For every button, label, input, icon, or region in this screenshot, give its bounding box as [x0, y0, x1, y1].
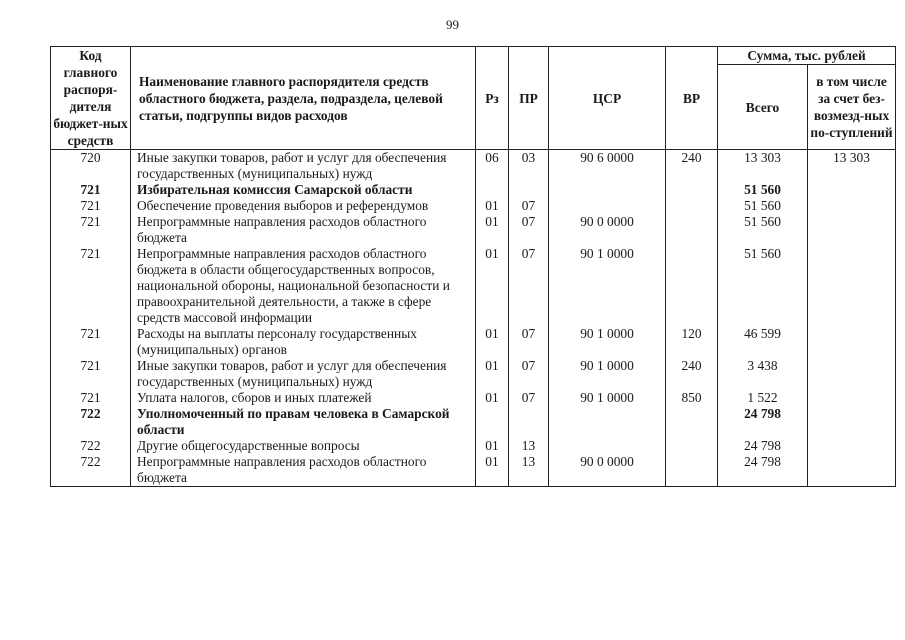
- cell-total: 13 303: [718, 150, 808, 183]
- table-body: [51, 150, 896, 487]
- cell-gratuitous: [808, 406, 896, 438]
- table-row: [51, 406, 896, 438]
- cell-pr: 03: [509, 150, 549, 183]
- cell-name: Иные закупки товаров, работ и услуг для обеспечения государственных (муниципальных) нужд: [131, 150, 476, 183]
- cell-rz: [476, 182, 509, 198]
- cell-pr: [509, 406, 549, 438]
- cell-csr: [549, 198, 666, 214]
- cell-rz: 06: [476, 150, 509, 183]
- cell-pr: 07: [509, 358, 549, 390]
- cell-vr: [666, 454, 718, 487]
- cell-rz: 01: [476, 438, 509, 454]
- cell-csr: 90 6 0000: [549, 150, 666, 183]
- cell-name: Уплата налогов, сборов и иных платежей: [131, 390, 476, 406]
- cell-code: 721: [51, 182, 131, 198]
- cell-vr: 240: [666, 358, 718, 390]
- cell-name: Расходы на выплаты персоналу государственных (муниципальных) органов: [131, 326, 476, 358]
- table-header: [51, 47, 896, 150]
- cell-name: Непрограммные направления расходов областного бюджета в области общегосударственных вопросов, национальной обороны, национальной безопасности и правоохранительной деятельности, а также в сфере средств массовой информации: [131, 246, 476, 326]
- cell-rz: 01: [476, 454, 509, 487]
- table-row: [51, 246, 896, 326]
- cell-csr: 90 1 0000: [549, 358, 666, 390]
- cell-gratuitous: [808, 182, 896, 198]
- cell-vr: [666, 182, 718, 198]
- cell-rz: 01: [476, 246, 509, 326]
- cell-name: Обеспечение проведения выборов и референдумов: [131, 198, 476, 214]
- table-row: [51, 198, 896, 214]
- cell-total: 51 560: [718, 246, 808, 326]
- cell-total: 51 560: [718, 198, 808, 214]
- cell-rz: 01: [476, 358, 509, 390]
- cell-rz: 01: [476, 214, 509, 246]
- cell-csr: 90 0 0000: [549, 454, 666, 487]
- cell-vr: 850: [666, 390, 718, 406]
- cell-gratuitous: [808, 214, 896, 246]
- cell-gratuitous: [808, 454, 896, 487]
- cell-total: 24 798: [718, 438, 808, 454]
- table-row: [51, 438, 896, 454]
- cell-total: 51 560: [718, 182, 808, 198]
- cell-pr: [509, 182, 549, 198]
- cell-gratuitous: [808, 198, 896, 214]
- cell-total: 24 798: [718, 406, 808, 438]
- header-vr: ВР: [666, 47, 718, 150]
- table-row: [51, 326, 896, 358]
- table-row: [51, 390, 896, 406]
- cell-name: Непрограммные направления расходов областного бюджета: [131, 214, 476, 246]
- cell-code: 720: [51, 150, 131, 183]
- cell-pr: 07: [509, 390, 549, 406]
- page-number: 99: [446, 17, 459, 32]
- cell-vr: [666, 198, 718, 214]
- cell-gratuitous: [808, 326, 896, 358]
- table-row: [51, 358, 896, 390]
- cell-code: 721: [51, 198, 131, 214]
- header-gratuitous: в том числе за счет без-возмезд-ных по-ступлений: [808, 65, 896, 150]
- cell-gratuitous: [808, 358, 896, 390]
- cell-code: 721: [51, 358, 131, 390]
- cell-gratuitous: [808, 246, 896, 326]
- cell-gratuitous: [808, 438, 896, 454]
- header-csr: ЦСР: [549, 47, 666, 150]
- cell-csr: [549, 406, 666, 438]
- cell-code: 722: [51, 454, 131, 487]
- cell-code: 721: [51, 326, 131, 358]
- cell-csr: [549, 438, 666, 454]
- cell-pr: 13: [509, 438, 549, 454]
- cell-code: 721: [51, 214, 131, 246]
- cell-total: 24 798: [718, 454, 808, 487]
- cell-name: Непрограммные направления расходов областного бюджета: [131, 454, 476, 487]
- cell-pr: 07: [509, 246, 549, 326]
- cell-vr: 240: [666, 150, 718, 183]
- cell-vr: [666, 406, 718, 438]
- table-row: [51, 182, 896, 198]
- cell-csr: 90 1 0000: [549, 390, 666, 406]
- cell-rz: 01: [476, 326, 509, 358]
- cell-vr: [666, 438, 718, 454]
- header-rz: Рз: [476, 47, 509, 150]
- budget-table: [50, 46, 896, 487]
- table-row: [51, 214, 896, 246]
- header-sum: Сумма, тыс. рублей: [718, 47, 896, 65]
- cell-name: Избирательная комиссия Самарской области: [131, 182, 476, 198]
- cell-code: 721: [51, 246, 131, 326]
- cell-csr: 90 1 0000: [549, 326, 666, 358]
- header-code: Код главного распоря-дителя бюджет-ных средств: [51, 47, 131, 150]
- cell-name: Другие общегосударственные вопросы: [131, 438, 476, 454]
- header-pr: ПР: [509, 47, 549, 150]
- cell-csr: 90 1 0000: [549, 246, 666, 326]
- cell-total: 46 599: [718, 326, 808, 358]
- cell-rz: 01: [476, 198, 509, 214]
- cell-code: 722: [51, 406, 131, 438]
- cell-pr: 13: [509, 454, 549, 487]
- table-row: [51, 454, 896, 487]
- cell-gratuitous: 13 303: [808, 150, 896, 183]
- cell-code: 722: [51, 438, 131, 454]
- header-total: Всего: [718, 65, 808, 150]
- cell-name: Иные закупки товаров, работ и услуг для обеспечения государственных (муниципальных) нужд: [131, 358, 476, 390]
- cell-name: Уполномоченный по правам человека в Самарской области: [131, 406, 476, 438]
- cell-pr: 07: [509, 198, 549, 214]
- cell-total: 1 522: [718, 390, 808, 406]
- cell-rz: 01: [476, 390, 509, 406]
- header-name: Наименование главного распорядителя средств областного бюджета, раздела, подраздела, целевой статьи, подгруппы видов расходов: [131, 47, 476, 150]
- cell-total: 3 438: [718, 358, 808, 390]
- cell-total: 51 560: [718, 214, 808, 246]
- cell-rz: [476, 406, 509, 438]
- cell-pr: 07: [509, 214, 549, 246]
- cell-csr: [549, 182, 666, 198]
- cell-csr: 90 0 0000: [549, 214, 666, 246]
- cell-code: 721: [51, 390, 131, 406]
- cell-vr: 120: [666, 326, 718, 358]
- cell-vr: [666, 214, 718, 246]
- table-row: [51, 150, 896, 183]
- cell-pr: 07: [509, 326, 549, 358]
- cell-gratuitous: [808, 390, 896, 406]
- cell-vr: [666, 246, 718, 326]
